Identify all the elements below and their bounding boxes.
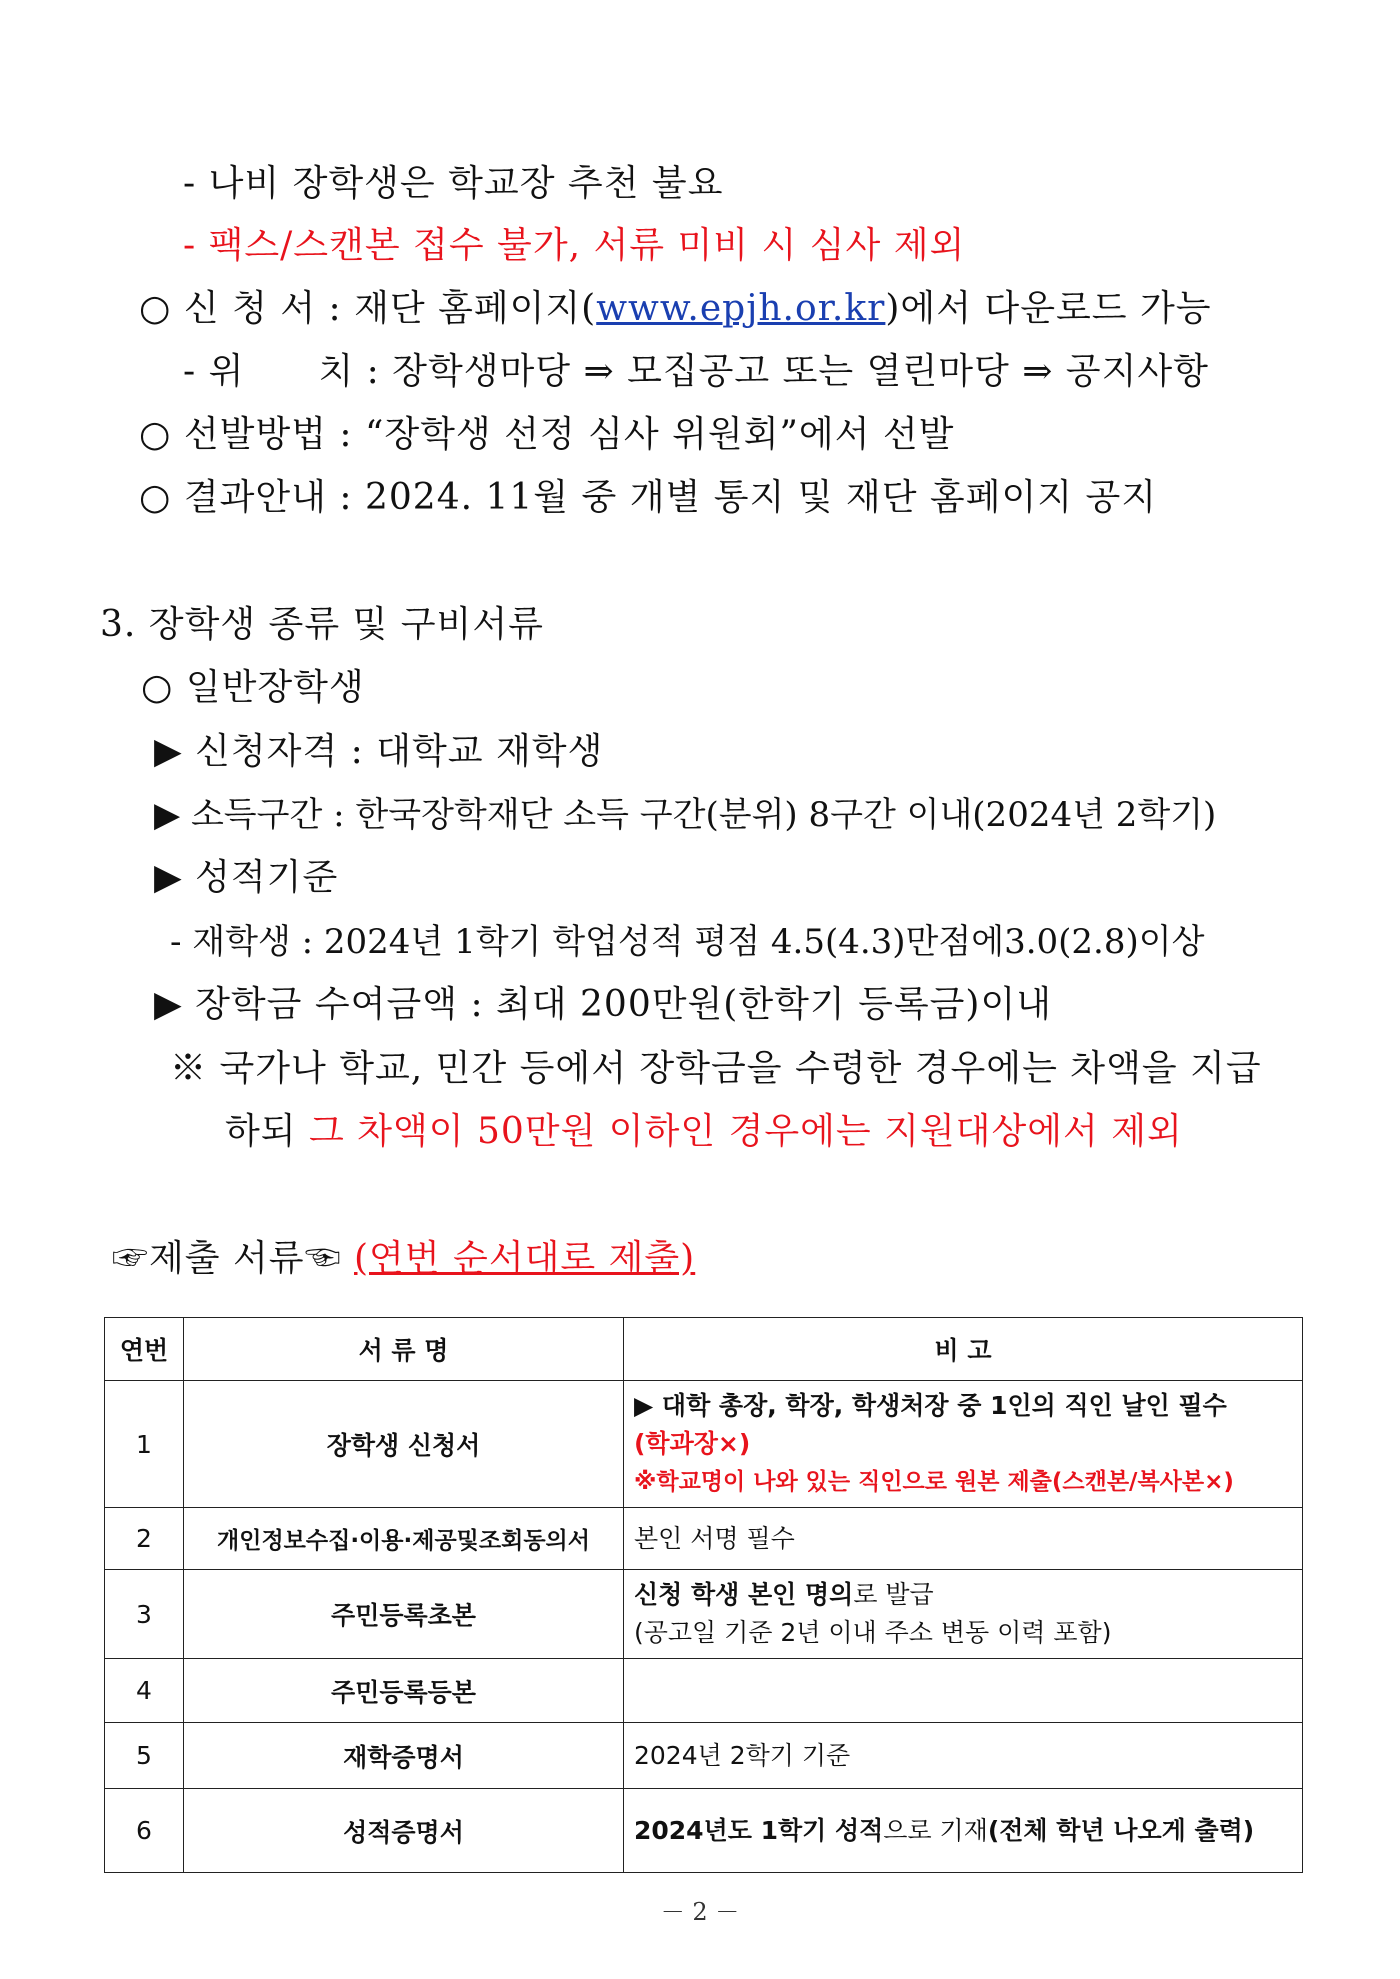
amount-line: ▶ 장학금 수여금액 : 최대 200만원(한학기 등록금)이내 [154,984,1053,1025]
note-line-2-prefix: 하되 [225,1111,309,1152]
row-doc-name: 주민등록초본 [184,1570,624,1659]
note-bold: 신청 학생 본인 명의 [634,1580,854,1609]
table-row [105,1789,1303,1873]
grade-detail-line: - 재학생 : 2024년 1학기 학업성적 평점 4.5(4.3)만점에3.0(2.8)이상 [170,922,1205,962]
page-number: － 2 － [660,1898,740,1926]
row-note [624,1659,1303,1723]
selection-line: ○ 선발방법 : “장학생 선정 심사 위원회”에서 선발 [139,414,955,455]
row-no: 6 [105,1789,184,1873]
nabi-note: - 나비 장학생은 학교장 추천 불요 [183,163,724,204]
grade-line: ▶ 성적기준 [154,857,339,898]
exclusion-note: 그 차액이 50만원 이하인 경우에는 지원대상에서 제외 [309,1111,1183,1152]
homepage-link[interactable]: www.epjh.or.kr [596,288,886,329]
eligibility-line: ▶ 신청자격 : 대학교 재학생 [154,731,604,772]
header-name: 서 류 명 [184,1318,624,1381]
note-seal-required: ▶ 대학 총장, 학장, 학생처장 중 1인의 직인 날인 필수 [634,1391,1227,1420]
row-no: 1 [105,1381,184,1508]
table-header-row [105,1318,1303,1381]
application-line [139,287,1212,331]
row-no: 2 [105,1508,184,1570]
note-bold-2: (전체 학년 나오게 출력) [987,1815,1255,1845]
row-no: 3 [105,1570,184,1659]
note-original-seal: ※학교명이 나와 있는 직인으로 원본 제출(스캔본/복사본×) [634,1469,1234,1495]
category-line: ○ 일반장학생 [141,667,365,708]
table-row [105,1659,1303,1723]
note-line-1: ※ 국가나 학교, 민간 등에서 장학금을 수령한 경우에는 차액을 지급 [170,1048,1262,1089]
row-no: 4 [105,1659,184,1723]
location-line: - 위 치 : 장학생마당 ⇒ 모집공고 또는 열린마당 ⇒ 공지사항 [183,351,1209,392]
note-line [634,1576,1292,1614]
header-no: 연번 [105,1318,184,1381]
note-dept-head: (학과장×) [634,1429,751,1458]
note-bold: 2024년도 1학기 성적 [634,1815,884,1845]
row-note [624,1381,1303,1508]
row-doc-name: 성적증명서 [184,1789,624,1873]
row-note [624,1570,1303,1659]
row-doc-name: 재학증명서 [184,1723,624,1789]
row-no: 5 [105,1723,184,1789]
row-doc-name: 장학생 신청서 [184,1381,624,1508]
result-line: ○ 결과안내 : 2024. 11월 중 개별 통지 및 재단 홈페이지 공지 [139,477,1158,518]
fax-note: - 팩스/스캔본 접수 불가, 서류 미비 시 심사 제외 [183,225,966,266]
docs-order-note: (연번 순서대로 제출) [354,1238,696,1279]
row-note: 본인 서명 필수 [624,1508,1303,1570]
row-note [624,1789,1303,1873]
row-doc-name: 주민등록등본 [184,1659,624,1723]
section3-title: 3. 장학생 종류 및 구비서류 [100,604,544,645]
note-rest: 로 발급 [853,1580,934,1609]
table-row [105,1723,1303,1789]
row-doc-name: 개인정보수집·이용·제공및조회동의서 [184,1508,624,1570]
note-line: (공고일 기준 2년 이내 주소 변동 이력 포함) [634,1618,1112,1647]
income-line: ▶ 소득구간 : 한국장학재단 소득 구간(분위) 8구간 이내(2024년 2학기) [154,795,1217,835]
docs-heading [112,1237,695,1281]
note-rest: 으로 기재 [883,1815,988,1845]
note-line-2 [225,1110,1183,1154]
row-note: 2024년 2학기 기준 [624,1723,1303,1789]
table-row [105,1570,1303,1659]
application-suffix: )에서 다운로드 가능 [885,288,1212,329]
header-note: 비 고 [624,1318,1303,1381]
docs-heading-label: ☞제출 서류☜ [112,1238,342,1279]
application-prefix: ○ 신 청 서 : 재단 홈페이지( [139,288,597,329]
documents-table [104,1317,1303,1873]
table-row [105,1508,1303,1570]
table-row [105,1381,1303,1508]
